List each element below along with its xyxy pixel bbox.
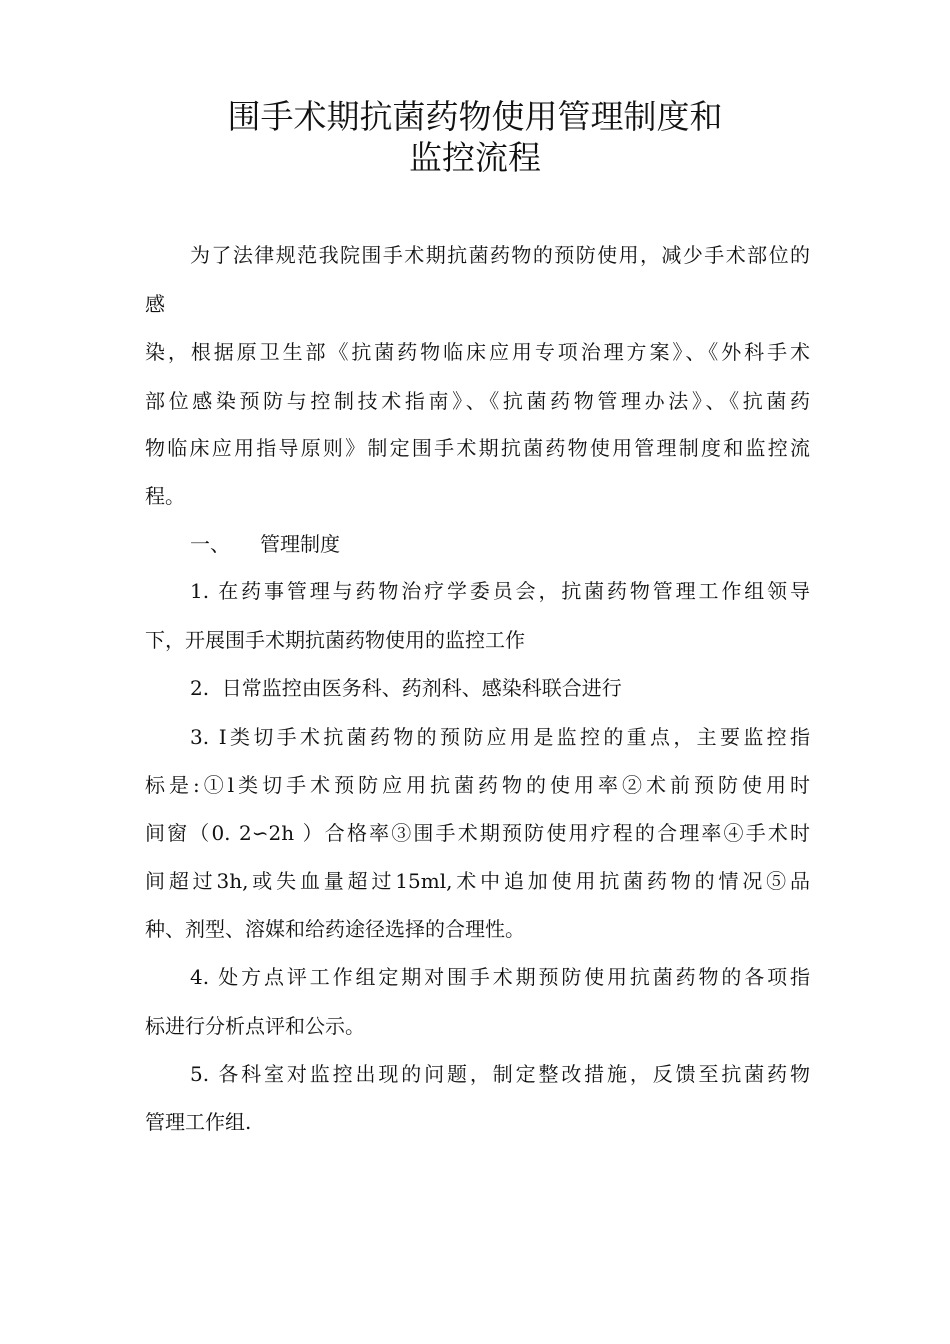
item-3-line: 间窗（0. 2∽2h ）合格率③围手术期预防使用疗程的合理率④手术时: [145, 821, 810, 845]
document-title-line1: 围手术期抗菌药物使用管理制度和: [227, 97, 723, 136]
intro-line: 物临床应用指导原则》制定围手术期抗菌药物使用管理制度和监控流: [145, 436, 810, 460]
item-4-line: 4. 处方点评工作组定期对围手术期预防使用抗菌药物的各项指: [190, 965, 810, 989]
section-heading: 一、 管理制度: [190, 532, 340, 556]
item-5-line: 5. 各科室对监控出现的问题，制定整改措施，反馈至抗菌药物: [190, 1062, 810, 1086]
intro-line: 程。: [145, 484, 185, 508]
item-3-line: 标是:①l类切手术预防应用抗菌药物的使用率②术前预防使用时: [145, 773, 810, 797]
item-3-line: 3. Ⅰ类切手术抗菌药物的预防应用是监控的重点，主要监控指: [190, 725, 810, 749]
intro-line: 部位感染预防与控制技术指南》、《抗菌药物管理办法》、《抗菌药: [145, 389, 810, 413]
intro-line: 为了法律规范我院围手术期抗菌药物的预防使用，减少手术部位的: [190, 243, 810, 267]
document-title-line2: 监控流程: [409, 138, 541, 177]
item-1-line: 1. 在药事管理与药物治疗学委员会，抗菌药物管理工作组领导: [190, 579, 810, 603]
item-3-line: 间超过3h,或失血量超过15ml,术中追加使用抗菌药物的情况⑤品: [145, 869, 810, 893]
intro-line: 感: [145, 292, 165, 316]
item-5-line: 管理工作组.: [145, 1110, 252, 1134]
item-3-line: 种、剂型、溶媒和给药途径选择的合理性。: [145, 917, 525, 941]
item-4-line: 标进行分析点评和公示。: [145, 1014, 365, 1038]
intro-line: 染，根据原卫生部《抗菌药物临床应用专项治理方案》、《外科手术: [145, 340, 810, 364]
item-1-line: 下，开展围手术期抗菌药物使用的监控工作: [145, 628, 525, 652]
item-2-line: 2. 日常监控由医务科、药剂科、感染科联合进行: [190, 676, 622, 700]
